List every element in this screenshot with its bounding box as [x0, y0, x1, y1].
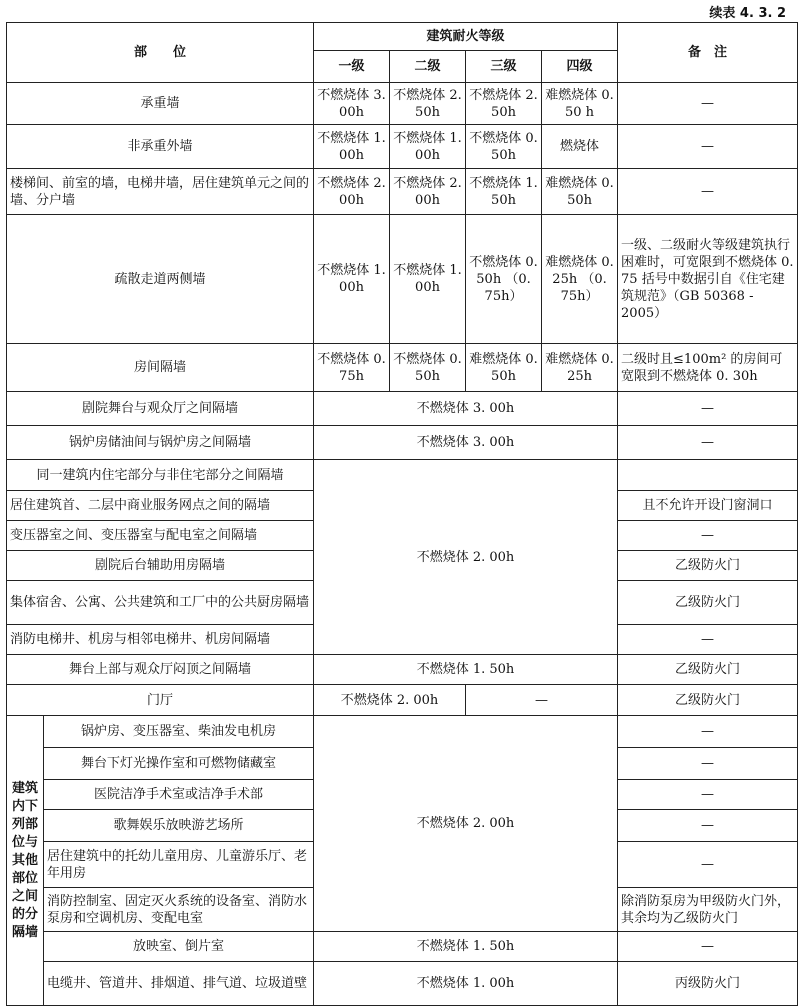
row-note: — [618, 810, 798, 842]
cell-value: 不燃烧体 0. 50h [390, 344, 466, 392]
row-part: 消防电梯井、机房与相邻电梯井、机房间隔墙 [7, 625, 314, 655]
cell-value: 难燃烧体 0. 50h [466, 344, 542, 392]
cell-value: 难燃烧体 0. 50h [542, 169, 618, 215]
row-note [618, 460, 798, 491]
cell-value: 难燃烧体 0. 25h [542, 344, 618, 392]
section-label: 建筑内下列部位与其他部位之间的分隔墙 [7, 716, 44, 1006]
cell-value: 不燃烧体 1. 50h [466, 169, 542, 215]
row-note: 乙级防火门 [618, 655, 798, 685]
row-part: 居住建筑中的托幼儿童用房、儿童游乐厅、老年用房 [44, 842, 314, 888]
row-note: 除消防泵房为甲级防火门外，其余均为乙级防火门 [618, 888, 798, 932]
table-row [7, 962, 798, 1006]
table-row [7, 344, 798, 392]
row-part: 集体宿舍、公寓、公共建筑和工厂中的公共厨房隔墙 [7, 581, 314, 625]
row-note: 一级、二级耐火等级建筑执行困难时，可宽限到不燃烧体 0. 75 括号中数据引自《住宅建筑规范》（GB 50368 - 2005） [618, 215, 798, 344]
cell-value: 不燃烧体 0. 75h [314, 344, 390, 392]
table-row [7, 426, 798, 460]
cell-value: 不燃烧体 1. 50h [314, 932, 618, 962]
header-grade-2: 二级 [390, 51, 466, 83]
row-note: — [618, 625, 798, 655]
cell-value: 难燃烧体 0. 50 h [542, 83, 618, 125]
header-remark: 备 注 [618, 23, 798, 83]
table-row [7, 169, 798, 215]
header-rating: 建筑耐火等级 [314, 23, 618, 51]
row-note: 丙级防火门 [618, 962, 798, 1006]
cell-value: 不燃烧体 0. 50h （0. 75h） [466, 215, 542, 344]
header-grade-3: 三级 [466, 51, 542, 83]
row-part: 疏散走道两侧墙 [7, 215, 314, 344]
row-note: — [618, 932, 798, 962]
cell-value: 不燃烧体 1. 00h [390, 125, 466, 169]
row-note: — [618, 842, 798, 888]
row-part: 门厅 [7, 685, 314, 716]
header-part: 部 位 [7, 23, 314, 83]
cell-value: 不燃烧体 0. 50h [466, 125, 542, 169]
header-grade-4: 四级 [542, 51, 618, 83]
row-part: 锅炉房储油间与锅炉房之间隔墙 [7, 426, 314, 460]
row-part: 居住建筑首、二层中商业服务网点之间的隔墙 [7, 491, 314, 521]
row-part: 舞台上部与观众厅闷顶之间隔墙 [7, 655, 314, 685]
cell-value: 难燃烧体 0. 25h （0. 75h） [542, 215, 618, 344]
row-note: — [618, 83, 798, 125]
row-note: — [618, 426, 798, 460]
row-note: — [618, 169, 798, 215]
row-part: 医院洁净手术室或洁净手术部 [44, 780, 314, 810]
row-part: 歌舞娱乐放映游艺场所 [44, 810, 314, 842]
table-row [7, 685, 798, 716]
row-note: 乙级防火门 [618, 551, 798, 581]
cell-value: 不燃烧体 3. 00h [314, 426, 618, 460]
row-part: 电缆井、管道井、排烟道、排气道、垃圾道壁 [44, 962, 314, 1006]
row-part: 变压器室之间、变压器室与配电室之间隔墙 [7, 521, 314, 551]
table-row [7, 460, 798, 491]
row-note: — [618, 716, 798, 748]
row-part: 锅炉房、变压器室、柴油发电机房 [44, 716, 314, 748]
row-note: — [618, 748, 798, 780]
continued-table-label: 续表 4. 3. 2 [709, 6, 786, 21]
cell-value: 不燃烧体 2. 00h [314, 460, 618, 655]
row-note: — [618, 392, 798, 426]
row-part: 舞台下灯光操作室和可燃物储藏室 [44, 748, 314, 780]
row-note: 二级时且≤100m² 的房间可宽限到不燃烧体 0. 30h [618, 344, 798, 392]
fire-resistance-table [6, 22, 798, 1006]
cell-value: 不燃烧体 3. 00h [314, 83, 390, 125]
row-note: 乙级防火门 [618, 685, 798, 716]
cell-value: 不燃烧体 2. 00h [314, 685, 466, 716]
row-note: — [618, 125, 798, 169]
cell-value: 不燃烧体 1. 00h [314, 125, 390, 169]
row-part: 消防控制室、固定灭火系统的设备室、消防水泵房和空调机房、变配电室 [44, 888, 314, 932]
table-row [7, 655, 798, 685]
row-part: 剧院舞台与观众厅之间隔墙 [7, 392, 314, 426]
table-row [7, 83, 798, 125]
cell-value: 不燃烧体 2. 00h [390, 169, 466, 215]
table-row [7, 716, 798, 748]
cell-value: 不燃烧体 2. 50h [466, 83, 542, 125]
row-part: 承重墙 [7, 83, 314, 125]
cell-value: 燃烧体 [542, 125, 618, 169]
cell-value: — [466, 685, 618, 716]
table-row [7, 392, 798, 426]
table-row [7, 125, 798, 169]
table-row [7, 215, 798, 344]
row-part: 放映室、倒片室 [44, 932, 314, 962]
row-note: — [618, 780, 798, 810]
row-note: — [618, 521, 798, 551]
row-note: 乙级防火门 [618, 581, 798, 625]
row-part: 剧院后台辅助用房隔墙 [7, 551, 314, 581]
cell-value: 不燃烧体 2. 50h [390, 83, 466, 125]
row-note: 且不允许开设门窗洞口 [618, 491, 798, 521]
cell-value: 不燃烧体 1. 00h [314, 215, 390, 344]
cell-value: 不燃烧体 3. 00h [314, 392, 618, 426]
cell-value: 不燃烧体 1. 00h [390, 215, 466, 344]
table-row [7, 932, 798, 962]
cell-value: 不燃烧体 1. 50h [314, 655, 618, 685]
header-grade-1: 一级 [314, 51, 390, 83]
cell-value: 不燃烧体 1. 00h [314, 962, 618, 1006]
row-part: 房间隔墙 [7, 344, 314, 392]
cell-value: 不燃烧体 2. 00h [314, 716, 618, 932]
row-part: 非承重外墙 [7, 125, 314, 169]
row-part: 同一建筑内住宅部分与非住宅部分之间隔墙 [7, 460, 314, 491]
cell-value: 不燃烧体 2. 00h [314, 169, 390, 215]
row-part: 楼梯间、前室的墙，电梯井墙，居住建筑单元之间的墙、分户墙 [7, 169, 314, 215]
